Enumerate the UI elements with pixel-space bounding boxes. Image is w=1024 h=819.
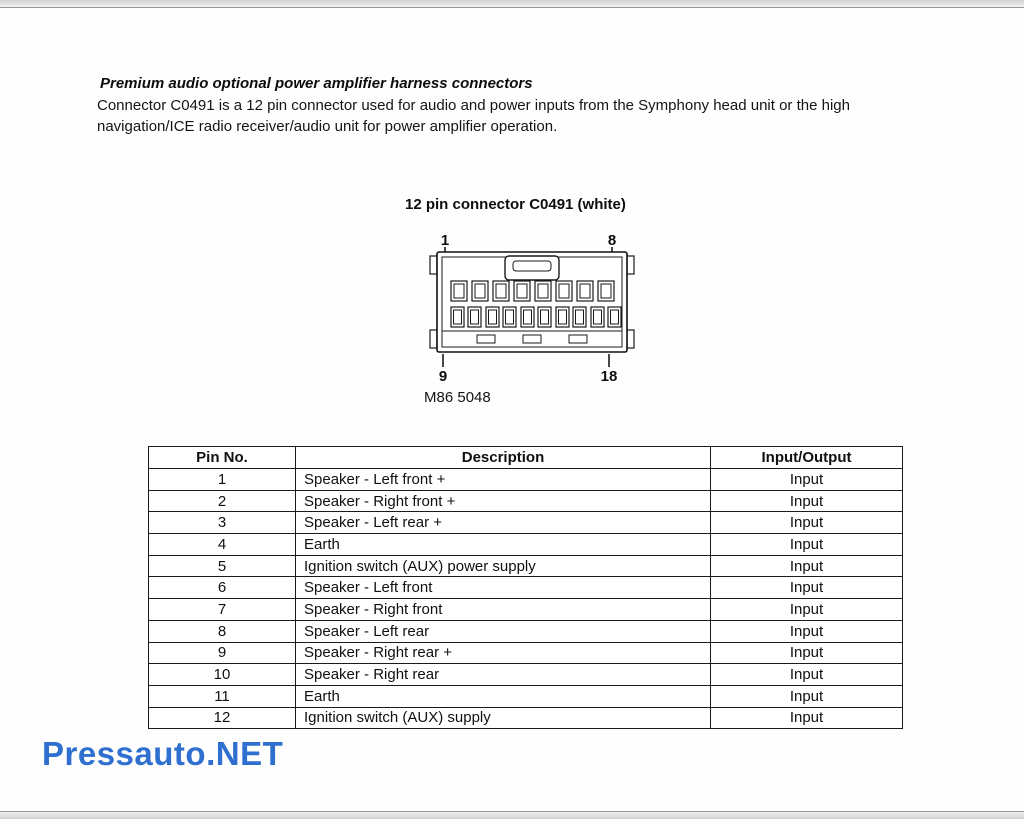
- pin-number-cell: 10: [149, 664, 296, 686]
- pin-label-1: 1: [440, 232, 450, 249]
- watermark: Pressauto.NET: [42, 735, 284, 772]
- description-cell: Ignition switch (AUX) power supply: [296, 555, 711, 577]
- connector-ear: [627, 256, 634, 274]
- description-cell: Speaker - Right rear +: [296, 642, 711, 664]
- input-output-cell: Input: [711, 685, 903, 707]
- table-row: [149, 685, 903, 707]
- table-row: [149, 490, 903, 512]
- table-row: [149, 512, 903, 534]
- description-cell: Speaker - Left front: [296, 577, 711, 599]
- pin-label-8: 8: [607, 232, 617, 249]
- table-row: [149, 664, 903, 686]
- input-output-cell: Input: [711, 620, 903, 642]
- section-description: Connector C0491 is a 12 pin connector used for audio and power inputs from the Symphony head unit or the high navigation/ICE radio receiver/audio unit for power amplifier operation.: [97, 97, 850, 135]
- pin-number-cell: 3: [149, 512, 296, 534]
- connector-ear: [627, 330, 634, 348]
- pin-number-cell: 8: [149, 620, 296, 642]
- page-top-edge: [0, 0, 1024, 8]
- input-output-cell: Input: [711, 555, 903, 577]
- description-cell: Speaker - Right front: [296, 599, 711, 621]
- pin-number-cell: 2: [149, 490, 296, 512]
- description-cell: Speaker - Left front +: [296, 469, 711, 491]
- col-header-pin-no: Pin No.: [149, 447, 296, 469]
- pin-number-cell: 11: [149, 685, 296, 707]
- table-row: [149, 599, 903, 621]
- input-output-cell: Input: [711, 664, 903, 686]
- pin-label-18: 18: [600, 368, 618, 385]
- input-output-cell: Input: [711, 599, 903, 621]
- pin-number-cell: 6: [149, 577, 296, 599]
- table-row: [149, 555, 903, 577]
- input-output-cell: Input: [711, 642, 903, 664]
- diagram-caption: M86 5048: [424, 389, 491, 406]
- table-row: [149, 534, 903, 556]
- input-output-cell: Input: [711, 469, 903, 491]
- pinout-table: [148, 446, 903, 729]
- input-output-cell: Input: [711, 490, 903, 512]
- description-cell: Earth: [296, 534, 711, 556]
- table-row: [149, 469, 903, 491]
- table-row: [149, 642, 903, 664]
- description-cell: Speaker - Right rear: [296, 664, 711, 686]
- diagram-title: 12 pin connector C0491 (white): [405, 196, 626, 213]
- pin-number-cell: 4: [149, 534, 296, 556]
- section-heading: Premium audio optional power amplifier harness connectors: [100, 75, 533, 92]
- connector-ear: [430, 256, 437, 274]
- pin-number-cell: 7: [149, 599, 296, 621]
- input-output-cell: Input: [711, 577, 903, 599]
- description-cell: Speaker - Right front +: [296, 490, 711, 512]
- description-cell: Speaker - Left rear +: [296, 512, 711, 534]
- pin-number-cell: 1: [149, 469, 296, 491]
- table-row: [149, 707, 903, 729]
- pin-number-cell: 12: [149, 707, 296, 729]
- pin-number-cell: 9: [149, 642, 296, 664]
- description-cell: Speaker - Left rear: [296, 620, 711, 642]
- table-header-row: [149, 447, 903, 469]
- description-cell: Earth: [296, 685, 711, 707]
- pin-number-cell: 5: [149, 555, 296, 577]
- connector-ear: [430, 330, 437, 348]
- input-output-cell: Input: [711, 534, 903, 556]
- col-header-description: Description: [296, 447, 711, 469]
- input-output-cell: Input: [711, 512, 903, 534]
- table-row: [149, 620, 903, 642]
- description-cell: Ignition switch (AUX) supply: [296, 707, 711, 729]
- page-bottom-edge: [0, 811, 1024, 819]
- pin-label-9: 9: [438, 368, 448, 385]
- connector-diagram: [415, 228, 650, 386]
- input-output-cell: Input: [711, 707, 903, 729]
- col-header-input-output: Input/Output: [711, 447, 903, 469]
- table-row: [149, 577, 903, 599]
